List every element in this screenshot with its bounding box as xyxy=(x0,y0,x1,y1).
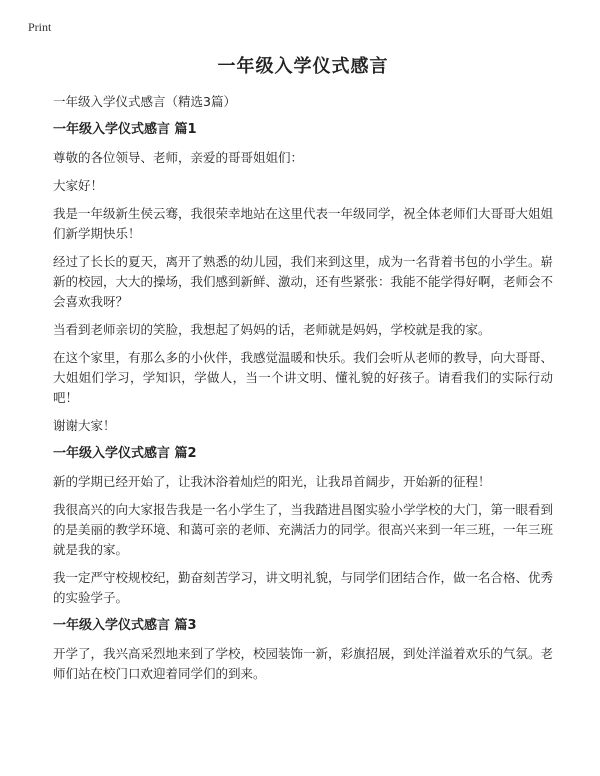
paragraph: 经过了长长的夏天，离开了熟悉的幼儿园，我们来到这里，成为一名背着书包的小学生。崭新的校园，大大的操场，我们感到新鲜、激动，还有些紧张：我能不能学得好啊，老师会不会喜欢我呀？ xyxy=(53,254,554,309)
paragraph: 我一定严守校规校纪，勤奋刻苦学习，讲文明礼貌，与同学们团结合作，做一名合格、优秀的实验学子。 xyxy=(53,570,554,605)
paragraph: 开学了，我兴高采烈地来到了学校，校园装饰一新，彩旗招展，到处洋溢着欢乐的气氛。老师们站在校门口欢迎着同学们的到来。 xyxy=(53,646,554,681)
section-heading: 一年级入学仪式感言 篇1 xyxy=(53,122,197,137)
document-title: 一年级入学仪式感言 xyxy=(217,56,389,77)
paragraph: 大家好！ xyxy=(53,178,104,193)
section-2 xyxy=(53,444,553,608)
paragraph: 在这个家里，有那么多的小伙伴，我感觉温暖和快乐。我们会听从老师的教导，向大哥哥、大姐姐们学习，学知识，学做人，当一个讲文明、懂礼貌的好孩子。请看我们的实际行动吧！ xyxy=(53,350,554,405)
print-link[interactable]: Print xyxy=(28,20,52,34)
document-subtitle: 一年级入学仪式感言（精选3篇） xyxy=(53,94,236,109)
paragraph: 新的学期已经开始了，让我沐浴着灿烂的阳光，让我昂首阔步，开始新的征程！ xyxy=(53,474,491,489)
paragraph: 谢谢大家！ xyxy=(53,418,116,433)
paragraph: 我很高兴的向大家报告我是一名小学生了，当我踏进昌图实验小学学校的大门，第一眼看到的是美丽的教学环境、和蔼可亲的老师、充满活力的同学。很高兴来到一年三班，一年三班就是我的家。 xyxy=(53,502,554,557)
section-heading: 一年级入学仪式感言 篇2 xyxy=(53,446,197,461)
document-page xyxy=(53,50,553,684)
section-3 xyxy=(53,616,553,684)
paragraph: 我是一年级新生侯云骞，我很荣幸地站在这里代表一年级同学，祝全体老师们大哥哥大姐姐们新学期快乐！ xyxy=(53,206,554,241)
paragraph: 尊敬的各位领导、老师，亲爱的哥哥姐姐们： xyxy=(53,150,304,165)
section-heading: 一年级入学仪式感言 篇3 xyxy=(53,618,197,633)
section-1 xyxy=(53,120,553,436)
paragraph: 当看到老师亲切的笑脸，我想起了妈妈的话，老师就是妈妈，学校就是我的家。 xyxy=(53,322,491,337)
